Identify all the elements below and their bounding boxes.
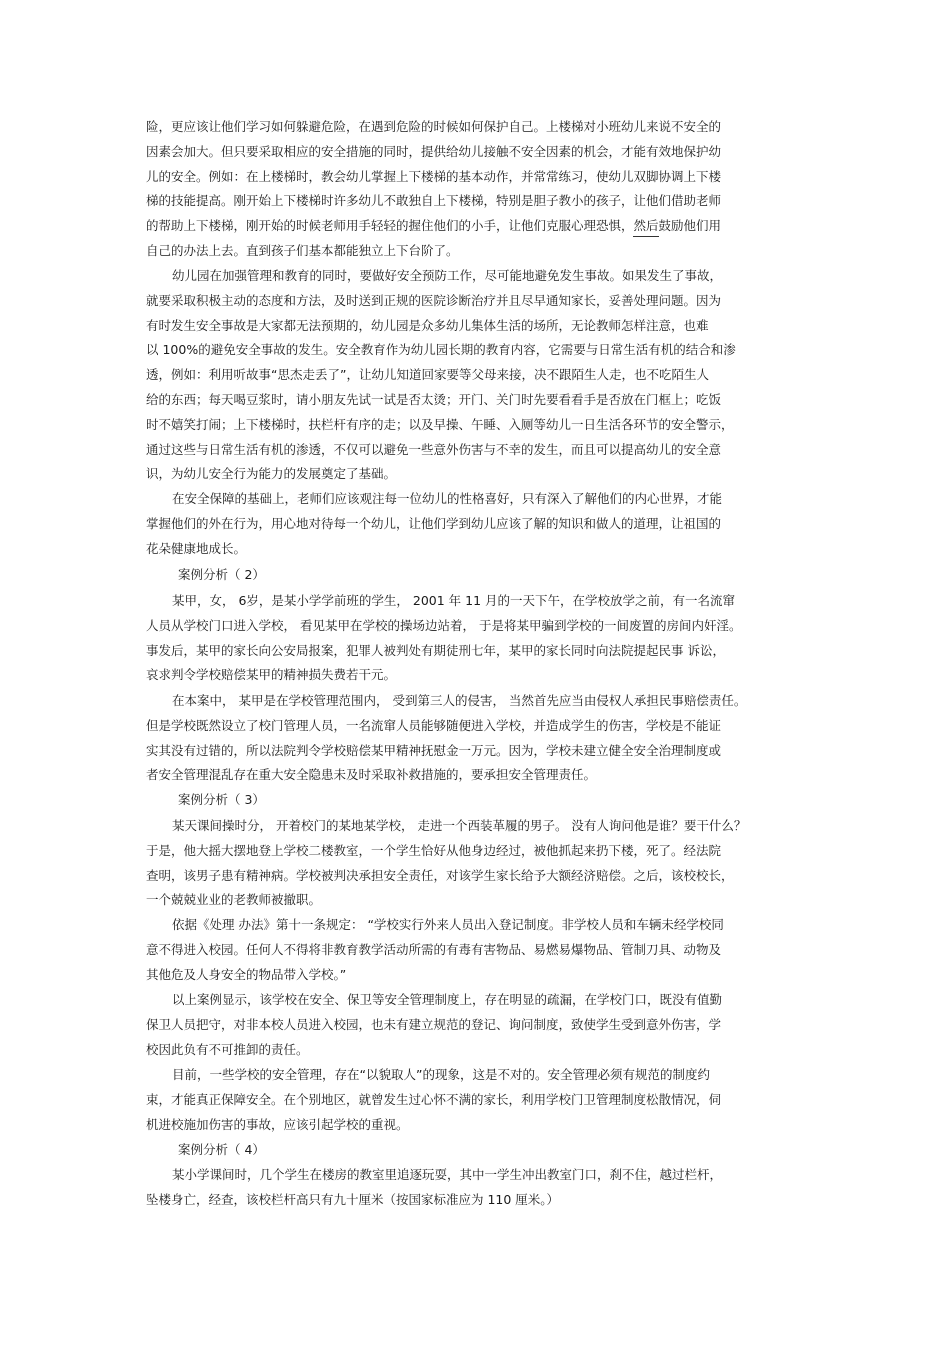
text-line: 某甲，女， 6岁，是某小学学前班的学生， 2001 年 11 月的一天下午，在学校放学之前，有一名流窜: [172, 593, 736, 608]
text-line: 某天课间操时分， 开着校门的某地某学校， 走进一个西装革履的男子。 没有人询问他是谁？要干什么？: [172, 818, 747, 833]
text-line: 事发后，某甲的家长向公安局报案，犯罪人被判处有期徒刑七年，某甲的家长同时向法院提起民事 诉讼，: [146, 642, 725, 658]
text-line: 花朵健康地成长。: [146, 540, 247, 556]
text-line: 给的东西；每天喝豆浆时，请小朋友先试一试是否太烫；开门、关门时先要看看手是否放在门框上；吃饭: [146, 391, 722, 407]
text-line: 人员从学校门口进入学校， 看见某甲在学校的操场边站着， 于是将某甲骗到学校的一间废置的房间内奸淫。: [146, 617, 742, 633]
paragraph-accident-prevention: [146, 264, 786, 487]
paragraph-regulation-quote: [146, 913, 786, 987]
text-line: 机进校施加伤害的事故，应该引起学校的重视。: [146, 1116, 409, 1132]
text-line: 识，为幼儿安全行为能力的发展奠定了基础。: [146, 466, 397, 482]
text-line: 有时发生安全事故是大家都无法预期的，幼儿园是众多幼儿集体生活的场所，无论教师怎样注意，也难: [146, 317, 709, 333]
text-line: 束，才能真正保障安全。在个别地区，就曾发生过心怀不满的家长，利用学校门卫管理制度松散情况，伺: [146, 1091, 722, 1107]
paragraph-teacher-attention: [146, 487, 786, 561]
text-line: 意不得进入校园。任何人不得将非教育教学活动所需的有毒有害物品、易燃易爆物品、管制刀具、动物及: [146, 941, 722, 957]
text-line: 目前，一些学校的安全管理，存在“以貌取人”的现象，这是不对的。安全管理必须有规范的制度约: [172, 1067, 710, 1082]
section-heading: 案例分析（ 3）: [178, 792, 265, 807]
text-line: 查明，该男子患有精神病。学校被判决承担安全责任，对该学生家长给予大额经济赔偿。之后，该校校长，: [146, 867, 734, 883]
text-line: 哀求判令学校赔偿某甲的精神损失费若干元。: [146, 667, 397, 683]
section-heading: 案例分析（ 4）: [178, 1142, 265, 1157]
case-heading-2: [146, 563, 786, 588]
text-line: 梯的技能提高。刚开始上下楼梯时许多幼儿不敢独自上下楼梯，特别是胆子教小的孩子，让他们借助老师: [146, 193, 722, 209]
text-line: 通过这些与日常生活有机的渗透，不仅可以避免一些意外伤害与不幸的发生，而且可以提高幼儿的安全意: [146, 441, 722, 457]
underline-mark: [633, 236, 659, 237]
text-line: 保卫人员把守，对非本校人员进入校园，也未有建立规范的登记、询问制度，致使学生受到意外伤害，学: [146, 1016, 722, 1032]
text-line: 某小学课间时，几个学生在楼房的教室里追逐玩耍，其中一学生冲出教室门口，刹不住，越过栏杆，: [172, 1167, 723, 1182]
paragraph-case-2-analysis: [146, 689, 786, 788]
text-line: 以上案例显示，该学校在安全、保卫等安全管理制度上，存在明显的疏漏，在学校门口，既没有值勤: [172, 992, 723, 1007]
text-line: 者安全管理混乱存在重大安全隐患未及时采取补救措施的，要承担安全管理责任。: [146, 767, 597, 783]
text-line: 依据《处理 办法》第十一条规定： “学校实行外来人员出入登记制度。非学校人员和车辆未经学校同: [172, 917, 724, 932]
text-line: 校因此负有不可推卸的责任。: [146, 1041, 309, 1057]
text-line: 掌握他们的外在行为，用心地对待每一个幼儿，让他们学到幼儿应该了解的知识和做人的道理，让祖国的: [146, 515, 722, 531]
text-line: 以 100%的避免安全事故的发生。安全教育作为幼儿园长期的教育内容，它需要与日常生活有机的结合和渗: [146, 342, 736, 358]
text-line: 在本案中， 某甲是在学校管理范围内， 受到第三人的侵害， 当然首先应当由侵权人承担民事赔偿责任。: [172, 693, 747, 708]
text-line: 于是，他大摇大摆地登上学校二楼教室，一个学生恰好从他身边经过，被他抓起来扔下楼，死了。经法院: [146, 842, 722, 858]
text-line: 在安全保障的基础上，老师们应该观注每一位幼儿的性格喜好，只有深入了解他们的内心世界，才能: [172, 491, 723, 506]
text-line: 因素会加大。但只要采取相应的安全措施的同时，提供给幼儿接触不安全因素的机会，才能有效地保护幼: [146, 143, 722, 159]
paragraph-current-situation: [146, 1063, 786, 1137]
text-line: 实其没有过错的，所以法院判令学校赔偿某甲精神抚慰金一万元。因为，学校未建立健全安全治理制度或: [146, 742, 722, 758]
text-line: 险，更应该让他们学习如何躲避危险，在遇到危险的时候如何保护自己。上楼梯对小班幼儿来说不安全的: [146, 119, 722, 134]
paragraph-case-3: [146, 814, 786, 913]
case-heading-4: [146, 1138, 786, 1163]
text-line: 幼儿园在加强管理和教育的同时，要做好安全预防工作，尽可能地避免发生事故。如果发生了事故，: [172, 268, 723, 283]
text-line: 其他危及人身安全的物品带入学校。”: [146, 966, 347, 982]
text-line: 时不嬉笑打闹；上下楼梯时，扶栏杆有序的走；以及早操、午睡、入厕等幼儿一日生活各环节的安全警示，: [146, 416, 734, 432]
case-heading-3: [146, 788, 786, 813]
paragraph-stair-safety: [146, 115, 786, 264]
paragraph-case-2: [146, 589, 786, 688]
text-line: 就要采取积极主动的态度和方法，及时送到正规的医院诊断治疗并且尽早通知家长，妥善处理问题。因为: [146, 292, 722, 308]
text-line: 儿的安全。例如：在上楼梯时，教会幼儿掌握上下楼梯的基本动作，并常常练习，使幼儿双脚协调上下楼: [146, 168, 722, 184]
text-line: 坠楼身亡，经查，该校栏杆高只有九十厘米（按国家标准应为 110 厘米。）: [146, 1191, 560, 1207]
paragraph-case-3-analysis: [146, 988, 786, 1062]
text-line: 的帮助上下楼梯，刚开始的时候老师用手轻轻的握住他们的小手，让他们克服心理恐惧，然后鼓励他们用: [146, 218, 722, 234]
text-line: 自己的办法上去。直到孩子们基本都能独立上下台阶了。: [146, 242, 459, 258]
text-line: 但是学校既然设立了校门管理人员，一名流窜人员能够随便进入学校，并造成学生的伤害，学校是不能证: [146, 717, 722, 733]
text-line: 一个兢兢业业的老教师被撤职。: [146, 892, 322, 908]
text-line: 透，例如：利用听故事“思杰走丢了”，让幼儿知道回家要等父母来接，决不跟陌生人走，也不吃陌生人: [146, 367, 709, 383]
section-heading: 案例分析（ 2）: [178, 567, 265, 582]
paragraph-case-4: [146, 1163, 786, 1213]
